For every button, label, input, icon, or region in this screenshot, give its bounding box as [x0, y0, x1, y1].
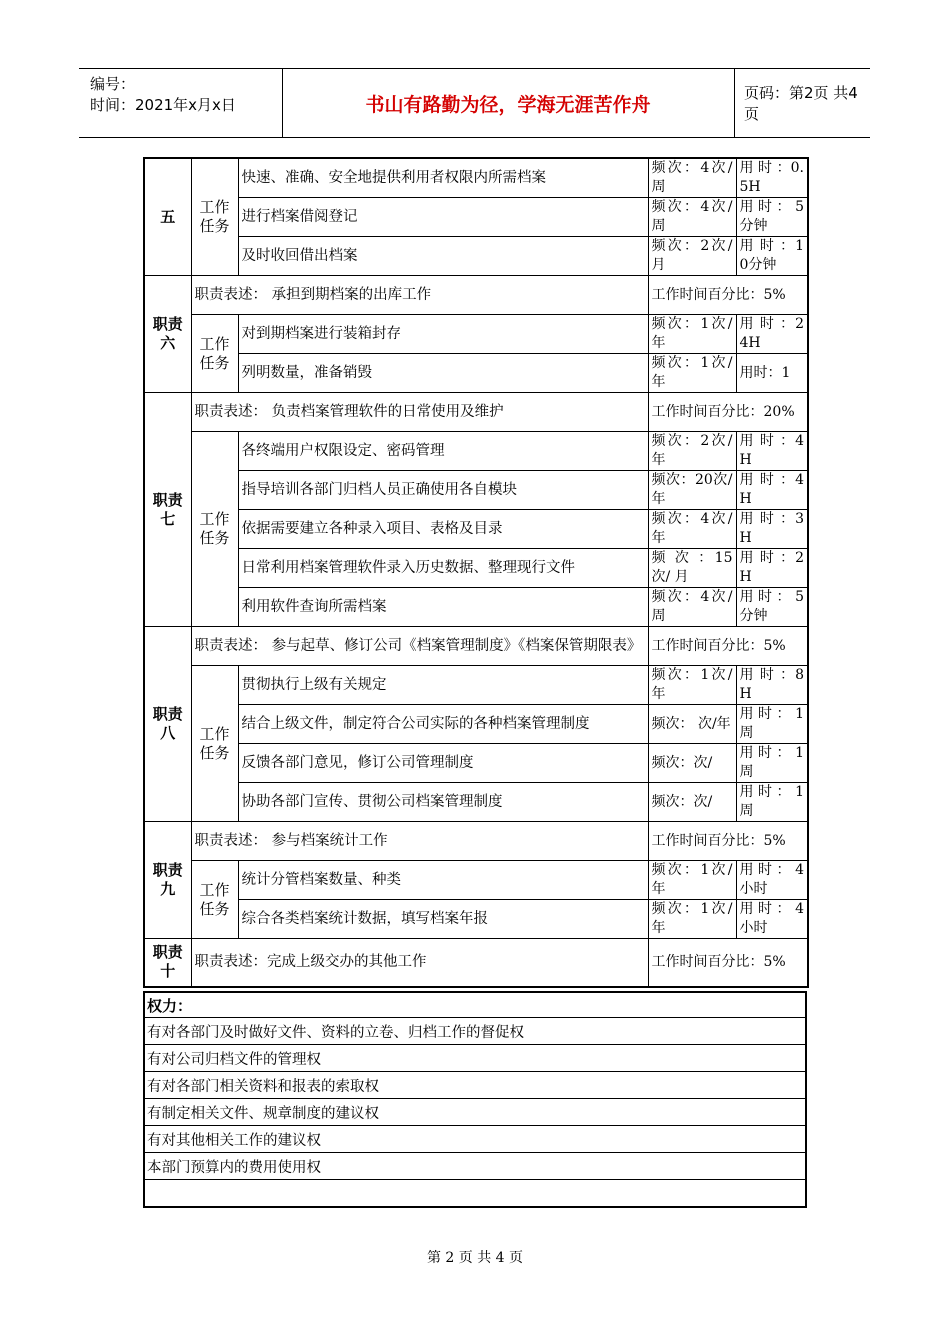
- duty-number: 五: [144, 158, 191, 276]
- task-text: 指导培训各部门归档人员正确使用各自模块: [238, 471, 648, 510]
- task-text: 快速、准确、安全地提供利用者权限内所需档案: [238, 158, 648, 198]
- duty-time-percent: 工作时间百分比：5%: [648, 276, 808, 315]
- task-label: 工作任务: [191, 315, 238, 393]
- duty-time-percent: 工作时间百分比：5%: [648, 627, 808, 666]
- task-frequency: 频次：1次/年: [648, 900, 736, 939]
- code-label: 编号：: [90, 75, 136, 93]
- task-time: 用时：4小时: [736, 900, 808, 939]
- task-time: 用 时 ：2H: [736, 549, 808, 588]
- task-time: 用时：1周: [736, 783, 808, 822]
- page-header: [79, 68, 870, 138]
- duty-description: 职责表述： 负责档案管理软件的日常使用及维护: [191, 393, 648, 432]
- rights-item: 有对各部门相关资料和报表的索取权: [144, 1072, 806, 1099]
- task-frequency: 频次：1次/ 年: [648, 315, 736, 354]
- rights-heading: 权力：: [144, 992, 806, 1018]
- duty-number: 职责六: [144, 276, 191, 393]
- table-row: [144, 198, 808, 237]
- task-time: 用 时 ：4H: [736, 432, 808, 471]
- task-time: 用 时 ：8H: [736, 666, 808, 705]
- duty-description: 职责表述： 承担到期档案的出库工作: [191, 276, 648, 315]
- table-row: [144, 588, 808, 627]
- duty-number: 职责十: [144, 939, 191, 987]
- duty-time-percent: 工作时间百分比：5%: [648, 939, 808, 987]
- duty-time-percent: 工作时间百分比：5%: [648, 822, 808, 861]
- rights-item: 有对其他相关工作的建议权: [144, 1126, 806, 1153]
- table-row: [144, 783, 808, 822]
- task-label: 工作任务: [191, 432, 238, 627]
- page-footer: 第 2 页 共 4 页: [426, 1250, 524, 1266]
- task-text: 综合各类档案统计数据，填写档案年报: [238, 900, 648, 939]
- task-text: 统计分管档案数量、种类: [238, 861, 648, 900]
- table-row: [144, 666, 808, 705]
- page-label: 页码：第2页 共4页: [744, 84, 858, 123]
- header-meta: [79, 69, 283, 137]
- task-label: 工作任务: [191, 861, 238, 939]
- duty-description: 职责表述：完成上级交办的其他工作: [191, 939, 648, 987]
- time-label: 时间：2021年x月x日: [90, 96, 236, 114]
- task-time: 用 时 ：3H: [736, 510, 808, 549]
- table-row: [144, 237, 808, 276]
- task-text: 及时收回借出档案: [238, 237, 648, 276]
- rights-item: 有对公司归档文件的管理权: [144, 1045, 806, 1072]
- table-row: [144, 158, 808, 198]
- rights-item: [144, 1180, 806, 1208]
- duty-table: [143, 157, 809, 988]
- task-time: 用时：5分钟: [736, 198, 808, 237]
- task-text: 各终端用户权限设定、密码管理: [238, 432, 648, 471]
- table-row: [144, 939, 808, 987]
- task-frequency: 频次：4次/周: [648, 588, 736, 627]
- rights-item: 有制定相关文件、规章制度的建议权: [144, 1099, 806, 1126]
- rights-table: [143, 991, 807, 1208]
- task-time: 用 时 ：10分钟: [736, 237, 808, 276]
- task-time: 用时：4小时: [736, 861, 808, 900]
- table-row: [144, 510, 808, 549]
- task-time: 用 时 ：0.5H: [736, 158, 808, 198]
- task-frequency: 频次：次/: [648, 783, 736, 822]
- task-time: 用时：1周: [736, 705, 808, 744]
- duty-description: 职责表述： 参与起草、修订公司《档案管理制度》《档案保管期限表》: [191, 627, 648, 666]
- motto: 书山有路勤为径，学海无涯苦作舟: [282, 69, 735, 137]
- task-text: 对到期档案进行装箱封存: [238, 315, 648, 354]
- task-frequency: 频次：2次/月: [648, 237, 736, 276]
- table-row: [144, 393, 808, 432]
- task-text: 进行档案借阅登记: [238, 198, 648, 237]
- table-row: [144, 315, 808, 354]
- table-row: [144, 822, 808, 861]
- table-row: [144, 744, 808, 783]
- duty-time-percent: 工作时间百分比：20%: [648, 393, 808, 432]
- task-frequency: 频次：1次/年: [648, 354, 736, 393]
- task-frequency: 频次：4次/年: [648, 510, 736, 549]
- table-row: [144, 471, 808, 510]
- task-time: 用时：1周: [736, 744, 808, 783]
- duty-number: 职责九: [144, 822, 191, 939]
- rights-item: 有对各部门及时做好文件、资料的立卷、归档工作的督促权: [144, 1018, 806, 1045]
- task-label: 工作任务: [191, 158, 238, 276]
- task-frequency: 频次： 次/年: [648, 705, 736, 744]
- task-frequency: 频次：4次/周: [648, 198, 736, 237]
- task-label: 工作任务: [191, 666, 238, 822]
- table-row: [144, 900, 808, 939]
- duty-number: 职责七: [144, 393, 191, 627]
- task-frequency: 频次：20次/年: [648, 471, 736, 510]
- table-row: [144, 861, 808, 900]
- task-text: 反馈各部门意见，修订公司管理制度: [238, 744, 648, 783]
- task-text: 依据需要建立各种录入项目、表格及目录: [238, 510, 648, 549]
- table-row: [144, 627, 808, 666]
- task-text: 日常利用档案管理软件录入历史数据、整理现行文件: [238, 549, 648, 588]
- task-text: 列明数量，准备销毁: [238, 354, 648, 393]
- table-row: [144, 432, 808, 471]
- task-frequency: 频次：2次/ 年: [648, 432, 736, 471]
- task-frequency: 频次：4次/周: [648, 158, 736, 198]
- task-frequency: 频次：1次/年: [648, 861, 736, 900]
- task-text: 利用软件查询所需档案: [238, 588, 648, 627]
- task-frequency: 频次：次/: [648, 744, 736, 783]
- task-text: 协助各部门宣传、贯彻公司档案管理制度: [238, 783, 648, 822]
- task-time: 用时：5分钟: [736, 588, 808, 627]
- duty-number: 职责八: [144, 627, 191, 822]
- table-row: [144, 705, 808, 744]
- task-text: 结合上级文件，制定符合公司实际的各种档案管理制度: [238, 705, 648, 744]
- task-frequency: 频 次 ：15次/ 月: [648, 549, 736, 588]
- task-time: 用 时 ：4H: [736, 471, 808, 510]
- table-row: [144, 276, 808, 315]
- task-time: 用 时 ：24H: [736, 315, 808, 354]
- table-row: [144, 354, 808, 393]
- table-row: [144, 549, 808, 588]
- rights-item: 本部门预算内的费用使用权: [144, 1153, 806, 1180]
- duty-description: 职责表述： 参与档案统计工作: [191, 822, 648, 861]
- task-text: 贯彻执行上级有关规定: [238, 666, 648, 705]
- task-frequency: 频次：1次/年: [648, 666, 736, 705]
- task-time: 用时：1: [736, 354, 808, 393]
